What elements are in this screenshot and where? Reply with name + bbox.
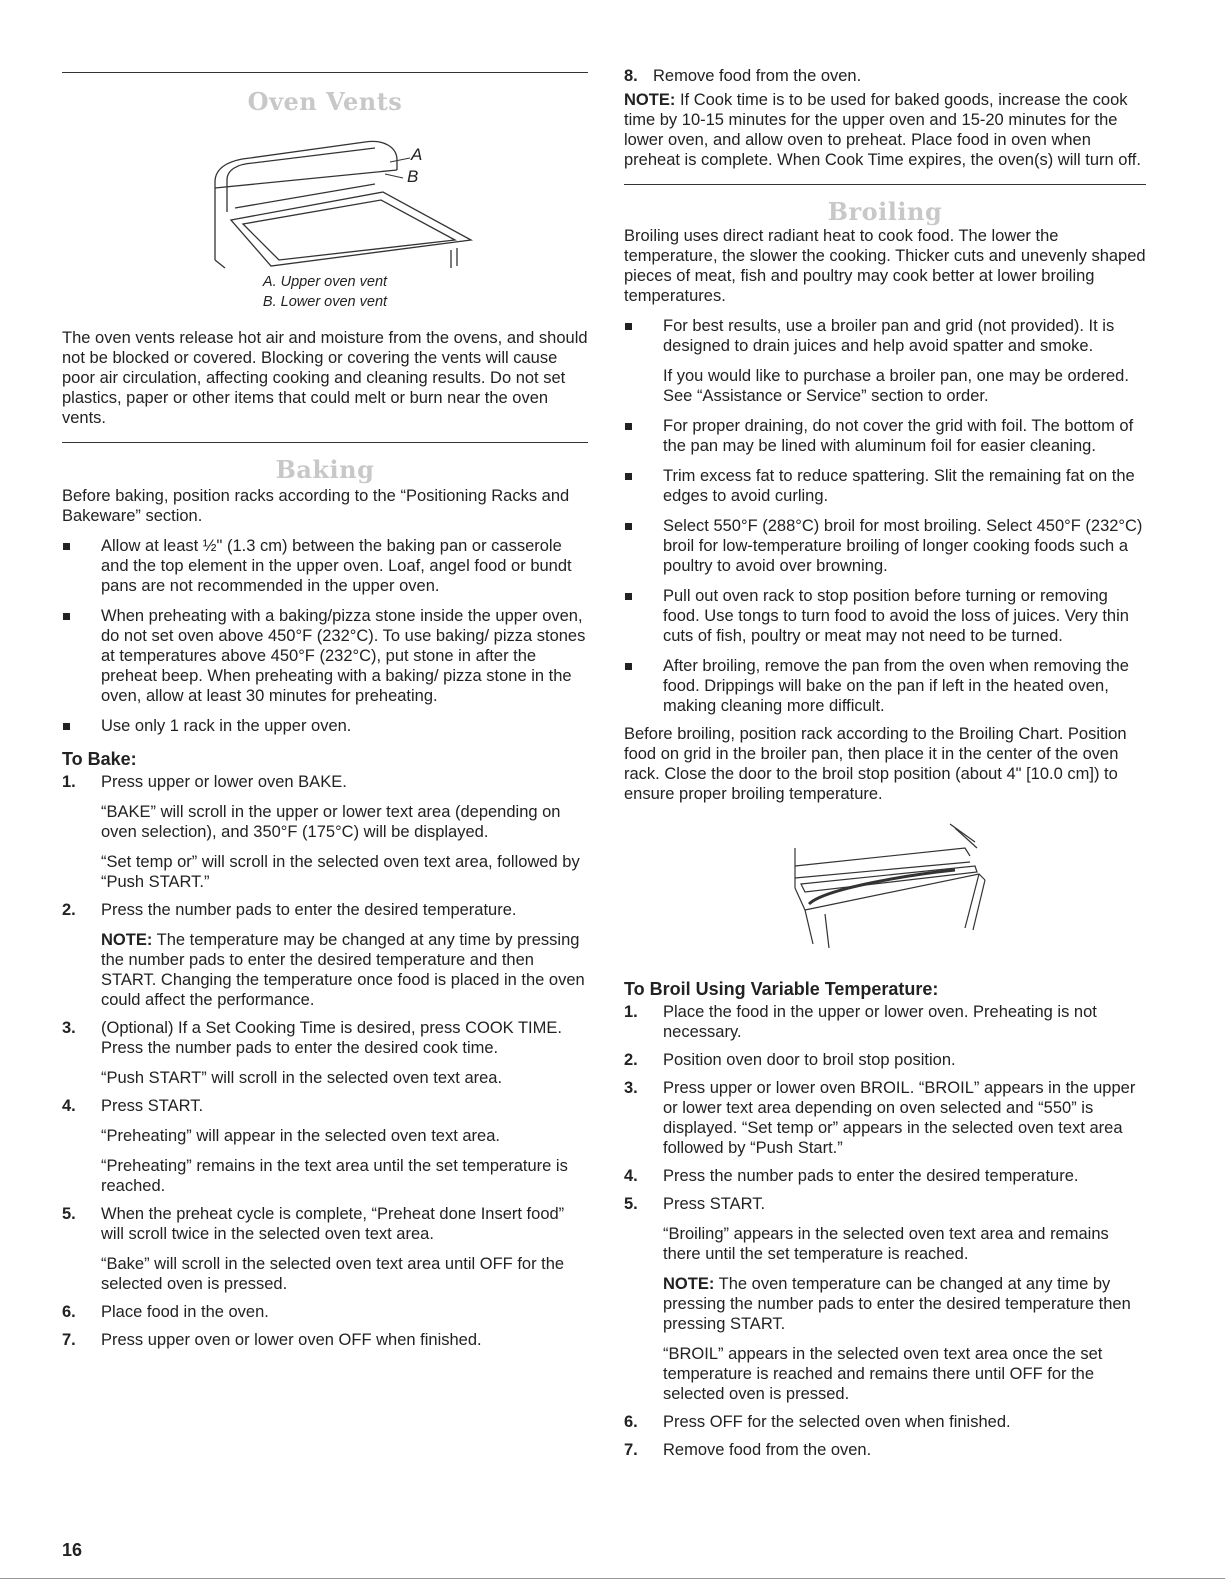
step-item: [62, 1330, 588, 1350]
fig-label-a: A: [411, 145, 423, 164]
list-item: Pull out oven rack to stop position before turning or removing food. Use tongs to turn food to avoid the loss of juices. Very thin cuts of fish, poultry or meat may not need to be turned.: [624, 586, 1146, 646]
page-number: 16: [62, 1540, 83, 1560]
step-item: [624, 1412, 1146, 1432]
step-number: 3.: [62, 1019, 76, 1037]
note-text: The oven temperature can be changed at any time by pressing the number pads to enter the desired temperature then pressing START.: [663, 1275, 1131, 1333]
step-text: Press upper or lower oven BAKE.: [101, 773, 347, 791]
bullet-text: For best results, use a broiler pan and grid (not provided). It is designed to drain juices and help avoid spatter and smoke.: [663, 317, 1115, 355]
list-item: Select 550°F (288°C) broil for most broiling. Select 450°F (232°C) broil for low-temperature broiling of longer cooking foods such a poultry to avoid over browning.: [624, 516, 1146, 576]
step-text: Remove food from the oven.: [663, 1441, 872, 1459]
step-detail: “Bake” will scroll in the selected oven text area until OFF for the selected oven is pressed.: [101, 1255, 565, 1293]
section-divider: [62, 442, 588, 443]
broiling-intro: Broiling uses direct radiant heat to cook food. The lower the temperature, the slower the cooking. Thicker cuts and unevenly shaped pieces of meat, fish and poultry may cook better at lower broiling temperatures.: [624, 227, 1146, 305]
bake-steps: [62, 772, 588, 1350]
step-detail: “Set temp or” will scroll in the selected oven text area, followed by “Push START.”: [101, 853, 580, 891]
note-label: NOTE:: [663, 1275, 715, 1293]
step-text: Press START.: [663, 1195, 766, 1213]
step-number: 3.: [624, 1079, 638, 1097]
cook-time-note: [624, 90, 1146, 170]
step-text: (Optional) If a Set Cooking Time is desired, press COOK TIME. Press the number pads to enter the desired cook time.: [101, 1019, 562, 1057]
left-column: [62, 0, 588, 1350]
step-number: 5.: [62, 1205, 76, 1223]
note-label: NOTE:: [624, 91, 676, 109]
step-detail: “Preheating” remains in the text area until the set temperature is reached.: [101, 1157, 568, 1195]
step-text: Press OFF for the selected oven when finished.: [663, 1413, 1011, 1431]
step-text: Place food in the oven.: [101, 1303, 269, 1321]
step-item: [62, 772, 588, 892]
broil-steps: [624, 1002, 1146, 1460]
broil-stop-door-illustration: [765, 818, 1005, 958]
to-bake-heading: To Bake:: [62, 749, 137, 769]
step-number: 7.: [62, 1331, 76, 1349]
step-number: 2.: [62, 901, 76, 919]
note-text: The temperature may be changed at any time by pressing the number pads to enter the desired temperature and then START. Changing the temperature once food is placed in the oven could affect the performance.: [101, 931, 585, 1009]
broiling-title: Broiling: [827, 197, 943, 226]
baking-intro: Before baking, position racks according to the “Positioning Racks and Bakeware” section.: [62, 487, 570, 525]
note-label: NOTE:: [101, 931, 153, 949]
step-number: 4.: [624, 1167, 638, 1185]
step-number: 1.: [624, 1003, 638, 1021]
step-text: Press the number pads to enter the desired temperature.: [663, 1167, 1079, 1185]
step-number: 4.: [62, 1097, 76, 1115]
baking-title: Baking: [275, 455, 375, 484]
before-broiling-text: Before broiling, position rack according to the Broiling Chart. Position food on grid in the broiler pan, then place it in the center of the oven rack. Close the door to the broil stop position (about 4" [10.0 cm]) to ensure proper broiling temperature.: [624, 725, 1127, 803]
baking-bullets: [62, 536, 588, 736]
step-text: When the preheat cycle is complete, “Preheat done Insert food” will scroll twice in the selected oven text area.: [101, 1205, 565, 1243]
list-item: When preheating with a baking/pizza stone inside the upper oven, do not set oven above 450°F (232°C). To use baking/ pizza stones at temperatures above 450°F (232°C), put stone in after the preheat beep. When preheating with a baking/ pizza stone in the oven, allow at least 30 minutes for preheating.: [62, 606, 588, 706]
step-note: [663, 1274, 1146, 1334]
step-detail: “Preheating” will appear in the selected oven text area.: [101, 1127, 500, 1145]
section-divider: [62, 72, 588, 73]
step-detail: “BROIL” appears in the selected oven text area once the set temperature is reached and remains there until OFF for the selected oven is pressed.: [663, 1345, 1103, 1403]
step-text: Press the number pads to enter the desired temperature.: [101, 901, 517, 919]
step-number: 6.: [62, 1303, 76, 1321]
caption-upper-vent: A. Upper oven vent: [262, 274, 388, 290]
step-number: 6.: [624, 1413, 638, 1431]
step-number: 7.: [624, 1441, 638, 1459]
step-text: Press START.: [101, 1097, 204, 1115]
list-item: Allow at least ½" (1.3 cm) between the baking pan or casserole and the top element in the upper oven. Loaf, angel food or bundt pans are not recommended in the upper oven.: [62, 536, 588, 596]
step-item: [62, 1018, 588, 1088]
step-number: 8.: [624, 67, 638, 85]
step-number: 1.: [62, 773, 76, 791]
step-item: [624, 1050, 1146, 1070]
broiling-bullets: [624, 316, 1146, 716]
bullet-detail: If you would like to purchase a broiler pan, one may be ordered. See “Assistance or Service” section to order.: [663, 367, 1129, 405]
step-item: [624, 1166, 1146, 1186]
oven-vents-title: Oven Vents: [247, 87, 403, 116]
step-text: Place the food in the upper or lower oven. Preheating is not necessary.: [663, 1003, 1097, 1041]
step-detail: “Push START” will scroll in the selected oven text area.: [101, 1069, 503, 1087]
broil-heading: To Broil Using Variable Temperature:: [624, 979, 939, 999]
step-item: [624, 66, 1146, 86]
step-note: [101, 930, 588, 1010]
step-text: Remove food from the oven.: [653, 67, 862, 85]
step-item: [62, 1096, 588, 1196]
step-item: [62, 900, 588, 1010]
step-item: [62, 1204, 588, 1294]
step-number: 5.: [624, 1195, 638, 1213]
step-item: [62, 1302, 588, 1322]
step-item: [624, 1440, 1146, 1460]
step-detail: “Broiling” appears in the selected oven text area and remains there until the set temperature is reached.: [663, 1225, 1109, 1263]
step-text: Position oven door to broil stop position.: [663, 1051, 956, 1069]
oven-vents-illustration: [175, 122, 475, 272]
list-item: [624, 316, 1146, 406]
bake-steps-continued: [624, 66, 1146, 86]
page-bottom-edge: [0, 1578, 1225, 1579]
step-text: Press upper or lower oven BROIL. “BROIL” appears in the upper or lower text area depending on oven selected and “550” is displayed. “Set temp or” appears in the selected oven text area followed by “Push Start.”: [663, 1079, 1136, 1157]
step-item: [624, 1002, 1146, 1042]
step-item: [624, 1078, 1146, 1158]
list-item: After broiling, remove the pan from the oven when removing the food. Drippings will bake on the pan if left in the heated oven, making cleaning more difficult.: [624, 656, 1146, 716]
list-item: Trim excess fat to reduce spattering. Slit the remaining fat on the edges to avoid curling.: [624, 466, 1146, 506]
right-column: [624, 0, 1146, 1460]
step-number: 2.: [624, 1051, 638, 1069]
oven-vents-body: The oven vents release hot air and moisture from the ovens, and should not be blocked or covered. Blocking or covering the vents will cause poor air circulation, affecting cooking and cleaning results. Do not set plastics, paper or other items that could melt or burn near the oven vents.: [62, 329, 588, 427]
fig-label-b: B: [407, 167, 419, 186]
list-item: Use only 1 rack in the upper oven.: [62, 716, 588, 736]
section-divider: [624, 184, 1146, 185]
step-detail: “BAKE” will scroll in the upper or lower text area (depending on oven selection), and 350°F (175°C) will be displayed.: [101, 803, 561, 841]
step-item: [624, 1194, 1146, 1404]
step-text: Press upper oven or lower oven OFF when finished.: [101, 1331, 482, 1349]
list-item: For proper draining, do not cover the grid with foil. The bottom of the pan may be lined with aluminum foil for easier cleaning.: [624, 416, 1146, 456]
caption-lower-vent: B. Lower oven vent: [262, 294, 388, 310]
note-text: If Cook time is to be used for baked goods, increase the cook time by 10-15 minutes for the upper oven and 15-20 minutes for the lower oven, and allow oven to preheat. Place food in oven when preheat is complete. When Cook Time expires, the oven(s) will turn off.: [624, 91, 1141, 169]
